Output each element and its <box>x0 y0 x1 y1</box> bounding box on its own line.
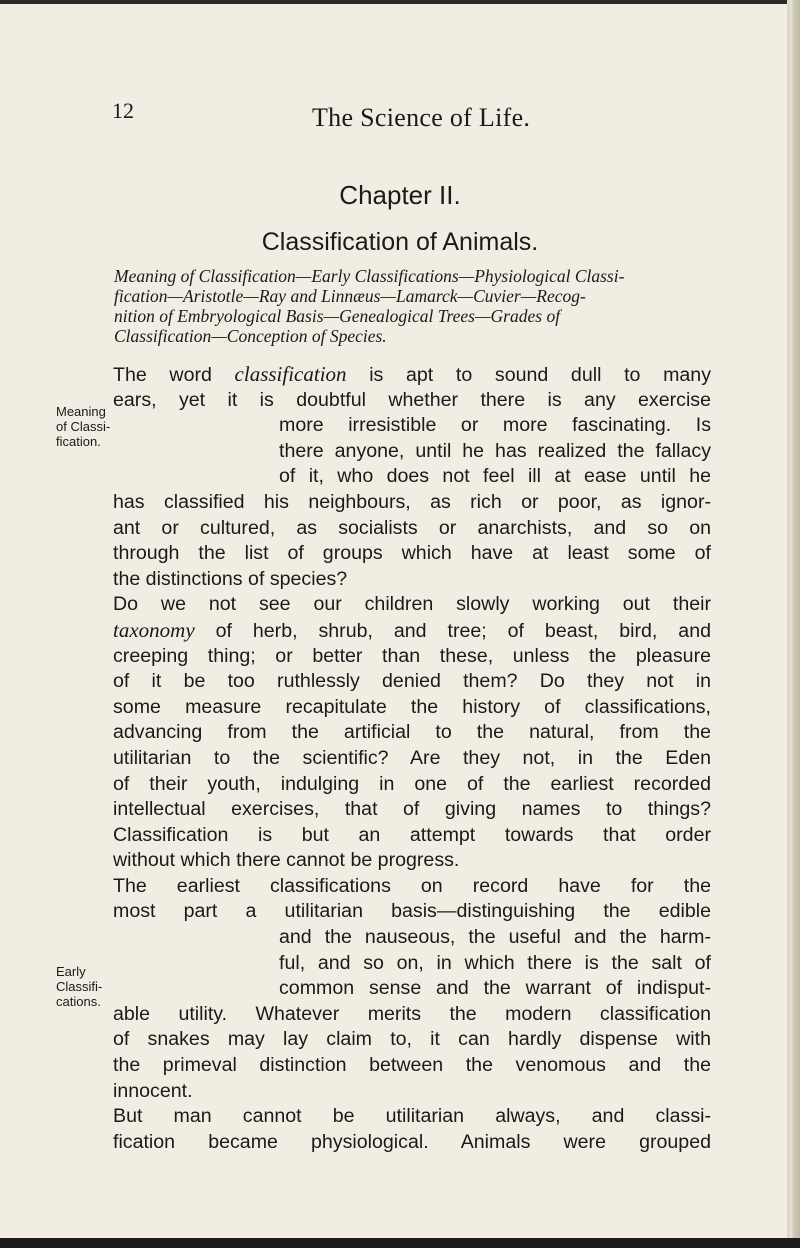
text-line: taxonomy of herb, shrub, and tree; of beast, bird, and <box>113 617 711 642</box>
text-line: Classification is but an attempt towards that order <box>113 823 711 846</box>
text-line: of it be too ruthlessly denied them? Do they not in <box>113 670 711 693</box>
chapter-title: Classification of Animals. <box>261 228 539 256</box>
page-top-edge <box>0 0 800 4</box>
page-bottom-edge <box>0 1238 800 1248</box>
text-line: some measure recapitulate the history of classifications, <box>113 695 711 718</box>
body-text <box>113 362 711 1155</box>
running-title: The Science of Life. <box>312 103 531 132</box>
text-line: of it, who does not feel ill at ease until he <box>279 465 711 488</box>
synopsis-line: nition of Embryological Basis—Genealogical Trees—Grades of <box>114 306 561 326</box>
text-line: ant or cultured, as socialists or anarchists, and so on <box>113 516 711 539</box>
text-line: more irresistible or more fascinating. Is <box>279 414 711 437</box>
text-line: intellectual exercises, that of giving names to things? <box>113 798 711 821</box>
text-line: advancing from the artificial to the natural, from the <box>113 721 711 744</box>
text-line: of their youth, indulging in one of the earliest recorded <box>113 772 711 795</box>
text-line: the primeval distinction between the venomous and the <box>113 1054 711 1077</box>
synopsis-line: Classification—Conception of Species. <box>114 326 387 346</box>
synopsis-line: Meaning of Classification—Early Classifications—Physiological Classi- <box>114 266 625 286</box>
emphasis-classification: classification <box>234 362 347 386</box>
text-line: innocent. <box>113 1079 193 1102</box>
chapter-synopsis <box>114 266 708 346</box>
chapter-number: Chapter II. <box>339 180 461 210</box>
text-line: and the nauseous, the useful and the harm- <box>279 926 711 949</box>
text-line: The word classification is apt to sound dull to many <box>113 362 711 386</box>
emphasis-taxonomy: taxonomy <box>113 617 195 642</box>
text-line: there anyone, until he has realized the fallacy <box>279 439 711 462</box>
text-line: But man cannot be utilitarian always, and classi- <box>113 1105 711 1128</box>
text-line: fication became physiological. Animals were grouped <box>113 1130 711 1153</box>
text-line: able utility. Whatever merits the modern classification <box>113 1002 711 1025</box>
text-line: The earliest classifications on record have for the <box>113 874 711 897</box>
text-line: through the list of groups which have at least some of <box>113 542 711 565</box>
page-number: 12 <box>112 98 134 123</box>
text-line: the distinctions of species? <box>113 567 348 590</box>
text-line: common sense and the warrant of indisput- <box>279 977 711 1000</box>
text-line: creeping thing; or better than these, unless the pleasure <box>113 644 711 667</box>
text-line: most part a utilitarian basis—distinguishing the edible <box>113 900 711 923</box>
text-line: ears, yet it is doubtful whether there is any exercise <box>113 388 711 411</box>
text-line: ful, and so on, in which there is the salt of <box>279 951 711 974</box>
sidenote-meaning-of-classification: Meaning of Classi- fication. <box>56 404 111 449</box>
synopsis-line: fication—Aristotle—Ray and Linnæus—Lamarck—Cuvier—Recog- <box>114 286 586 306</box>
text-line: has classified his neighbours, as rich or poor, as ignor- <box>113 490 711 513</box>
text-line: without which there cannot be progress. <box>113 849 460 872</box>
text-line: utilitarian to the scientific? Are they not, in the Eden <box>113 746 711 769</box>
sidenote-early-classifications: Early Classifi- cations. <box>56 964 103 1009</box>
text-line: of snakes may lay claim to, it can hardly dispense with <box>113 1028 711 1051</box>
text-line: Do we not see our children slowly working out their <box>113 593 711 616</box>
